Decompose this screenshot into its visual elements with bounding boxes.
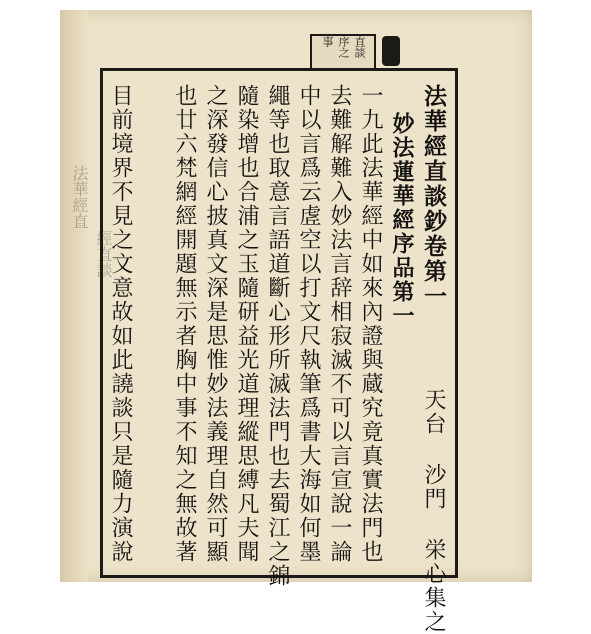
column-4: 一九此法華經中如來內證與蔵究竟真實法門也 [358, 84, 383, 564]
bleed-through-text: 法華經直 [70, 165, 89, 229]
column-8: 隨染增也合浦之玉隨研益光道理縱思縛凡夫聞 [234, 84, 259, 564]
column-2-chapter: 妙法蓮華經序品第一 [389, 112, 415, 328]
margin-tab [382, 36, 400, 66]
column-7: 繩等也取意言語道斷心形所滅法門也去蜀江之錦 [265, 84, 290, 588]
column-9: 之深發信心披真文深是思惟妙法義理自然可顯 [203, 84, 228, 564]
column-5: 去難解難入妙法言辞相寂滅不可以言宣說一論 [327, 84, 352, 564]
column-10: 也廿六梵網經開題無示者胸中事不知之無故著 [172, 84, 197, 564]
column-6: 中以言爲云虗空以打文尺執筆爲書大海如何墨 [296, 84, 321, 564]
column-11: 目前境界不見之文意故如此譊談只是隨力演說 [108, 84, 133, 564]
binding-gutter [60, 10, 88, 582]
column-3-author: 天台 沙門 栄心集之 [421, 388, 446, 634]
bleed-through-text-2: 經直談 [94, 230, 113, 278]
margin-label: 直談序之事 [310, 34, 376, 70]
column-1-title: 法華經直談鈔卷第一 [420, 84, 447, 309]
